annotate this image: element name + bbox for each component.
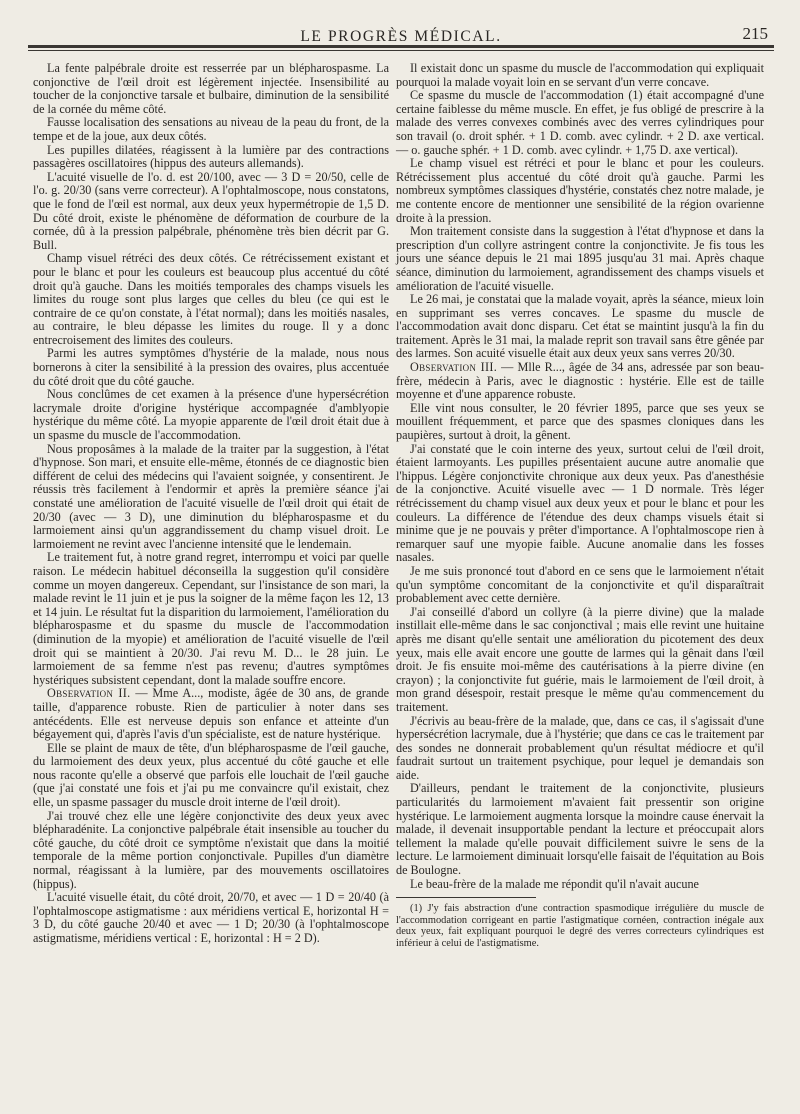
observation-iii-text: — Mlle R..., âgée de 34 ans, adressée par son beau-frère, médecin à Paris, avec le diagnostic : hystérie. Elle est de taille moyenne et d'une apparence robuste. (396, 360, 764, 402)
journal-title: LE PROGRÈS MÉDICAL. (300, 28, 502, 45)
header-rule-thick (28, 45, 774, 48)
paragraph: J'ai conseillé d'abord un collyre (à la pierre divine) que la malade instillait elle-même dans le sac conjonctival ; mais elle revint une huitaine après me disant qu'elle sentait une amélioration du picotement des deux yeux, mais elle avait encore une goutte de larmes qui la gênait dans l'œil droit. Je fis ensuite moi-même des cautérisations à la pierre divine (en crayon) ; la conjonctivite fut guérie, mais le larmoiement de l'œil droit, à mon grand désespoir, restait presque le même qu'au commencement du traitement. (396, 604, 764, 714)
observation-iii-label: Observation III. (410, 360, 498, 375)
right-column (396, 62, 764, 950)
footnote: (1) J'y fais abstraction d'une contraction spasmodique irrégulière du muscle de l'accommodation corrigeant en partie l'astigmatique cornéen, contraction inégale aux deux yeux, fait expliquant pourquoi le degré des verres correcteurs cylindriques est inférieur à celui de l'astigmatisme. (396, 903, 764, 949)
paragraph: J'ai constaté que le coin interne des yeux, surtout celui de l'œil droit, étaient larmoyants. Les pupilles présentaient aucune autre anomalie que l'hippus. Légère conjonctivite chronique aux deux yeux. Pas d'anesthésie de la conjonctive. Acuité visuelle avec — 1 D normale. Très léger rétrécissement du champ visuel aux deux yeux et pour le blanc et pour les couleurs. La différence de l'étendue des deux champs visuels était si minime que je ne pouvais y prêter d'importance. A l'ophtalmoscope rien à remarquer sauf une myopie faible. Aucune anomalie dans les fosses nasales. (396, 441, 764, 565)
page-header (28, 22, 774, 44)
paragraph: Parmi les autres symptômes d'hystérie de la malade, nous nous bornerons à citer la sensibilité à la pression des ovaires, plus accentuée du côté droit que du côté gauche. (33, 346, 389, 388)
paragraph: L'acuité visuelle de l'o. d. est 20/100, avec — 3 D = 20/50, celle de l'o. g. 20/30 (sans verre correcteur). A l'ophtalmoscope, nous constatons, que le fond de l'œil est normal, aux deux yeux hypermétropie de 1,5 D. Du côté droit, existe le phénomène de déformation de courbure de la cornée, dû à la pression palpébrale, phénomène très bien décrit par G. Bull. (33, 169, 389, 252)
paragraph: Le 26 mai, je constatai que la malade voyait, après la séance, mieux loin en supprimant ses verres concaves. Le spasme du muscle de l'accommodation avait donc disparu. Cet état se maintint jusqu'à la fin du traitement. Après le 31 mai, la malade reprit son travail sans être gênée par des larmes. Son acuité visuelle était aux deux yeux sans verres 20/30. (396, 292, 764, 361)
paragraph: J'ai trouvé chez elle une légère conjonctivite des deux yeux avec blépharadénite. La conjonctive palpébrale était insensible au toucher du côté gauche, du côté droit ce symptôme n'existait que dans la moitié temporale de la même portion conjonctivale. Pupilles d'un diamètre normal, réagissant à la lumière, par des mouvements oscillatoires (hippus). (33, 808, 389, 891)
paragraph: Le traitement fut, à notre grand regret, interrompu et voici par quelle raison. Le médecin habituel déconseilla la suggestion qu'il considère comme un moyen dangereux. Cependant, sur l'insistance de son mari, la malade revint le 11 juin et je pus la soigner de la même façon les 12, 13 et 14 juin. Le résultat fut la disparition du larmoiement, l'amélioration du blépharospasme et du spasme du muscle de l'accommodation (diminution de la myopie) et amélioration de l'acuité visuelle de l'œil droit qui se maintient à 20/30. J'ai revu M. D... le 28 juin. Le larmoiement de sa femme n'est pas revenu; d'autres symptômes hystériques subsistent cependant, dont la malade souffre encore. (33, 550, 389, 687)
paragraph: Ce spasme du muscle de l'accommodation (1) était accompagné d'une certaine faiblesse du même muscle. En effet, je fus obligé de prescrire à la malade des verres convexes combinés avec des verres cylindriques pour son travail (o. droit sphér. + 1 D. comb. avec cylindr. + 2 D. axe vertical. — o. gauche sphér. + 1 D. comb. avec cylindr. + 1,75 D. axe vertical). (396, 88, 764, 157)
paragraph: Nous proposâmes à la malade de la traiter par la suggestion, à l'état d'hypnose. Son mari, et ensuite elle-même, étonnés de ce diagnostic bien différent de celui des médecins qui l'avaient soignée, y consentirent. Je réussis très facilement à l'endormir et après la première séance j'ai constaté une amélioration de l'acuité visuelle de l'œil droit qui était de 20/30 (avec — 3 D), une diminution du blépharospasme et du larmoiement ainsi qu'un aggrandissement du champ visuel droit. Le larmoiement ne revint avec l'ancienne intensité que le lendemain. (33, 441, 389, 551)
paragraph: Champ visuel rétréci des deux côtés. Ce rétrécissement existant et pour le blanc et pour les couleurs est beaucoup plus accentué du côté droit qu'à gauche. Dans les moitiés temporales des champs visuels les limites du rouge sont plus larges que celles du bleu (ce qui est le contraire de ce qu'on constate, à l'état normal); dans les moitiés nasales, au contraire, le bleu dépasse les limites du rouge. Il y a donc entrecroisement des limites des couleurs. (33, 251, 389, 347)
observation-ii-paragraph (33, 687, 389, 741)
footnote-rule (396, 897, 536, 898)
paragraph: Il existait donc un spasme du muscle de l'accommodation qui expliquait pourquoi la malade voyait loin en se servant d'un verre concave. (396, 61, 764, 89)
paragraph: Mon traitement consiste dans la suggestion à l'état d'hypnose et dans la prescription d'un collyre astringent contre la conjonctivite. Je fis tous les jours une séance depuis le 21 mai 1895 jusqu'au 31 mai. Après chaque séance, diminution du larmoiement, agrandissement des champs visuels et amélioration de l'acuité visuelle. (396, 224, 764, 293)
paragraph: Le beau-frère de la malade me répondit qu'il n'avait aucune (410, 876, 699, 891)
paragraph: Fausse localisation des sensations au niveau de la peau du front, de la tempe et de la joue, aux deux côtés. (33, 115, 389, 143)
paragraph: D'ailleurs, pendant le traitement de la conjonctivite, plusieurs particularités du larmoiement m'avaient fait pressentir son origine hystérique. Le larmoiement augmenta lorsque la moindre cause énervait la malade, il devenait insupportable pendant la lecture et préoccupait alors tellement la malade qu'elle pouvait difficilement suivre le sens de la lecture. Le larmoiement diminuait lorsqu'elle faisait de l'équitation au Bois de Boulogne. (396, 781, 764, 878)
paragraph: L'acuité visuelle était, du côté droit, 20/70, et avec — 1 D = 20/40 (à l'ophtalmoscope astigmatisme : aux méridiens vertical E, horizontal H = 3 D, du côté gauche 20/40 et avec — 1 D; 20/30 (à l'ophtalmoscope astigmatisme, méridiens vertical : E, horizontal : H = 2 D). (33, 890, 389, 945)
observation-ii-text: — Mme A..., modiste, âgée de 30 ans, de grande taille, d'apparence robuste. Rien de particulier à noter dans ses antécédents. Elle est nerveuse depuis son enfance et atteinte d'un bégayement qui, d'après l'avis d'un spécialiste, est de nature hystérique. (33, 686, 389, 742)
page-number: 215 (742, 24, 768, 43)
observation-iii-paragraph (396, 361, 764, 402)
observation-ii-label: Observation II. (47, 686, 131, 701)
paragraph: J'écrivis au beau-frère de la malade, que, dans ce cas, il s'agissait d'une hypersécrétion lacrymale, due à l'hystérie; que dans ce cas le traitement par des sondes ne donnerait probablement qu'un résultat médiocre et qu'il faudrait surtout un traitement psychique, pour lequel je demandais son aide. (396, 713, 764, 782)
paragraph: Les pupilles dilatées, réagissent à la lumière par des contractions passagères oscillatoires (hippus des auteurs allemands). (33, 142, 389, 171)
left-column (33, 62, 389, 946)
paragraph: Elle vint nous consulter, le 20 février 1895, parce que ses yeux se mouillent fréquemment, et parce que des spasmes cloniques dans les paupières, surtout à droit, la gênent. (396, 400, 764, 443)
paragraph: Elle se plaint de maux de tête, d'un blépharospasme de l'œil gauche, du larmoiement des deux yeux, plus accentué du côté gauche et elle nous raconte qu'elle a observé que parfois elle louchait de l'œil gauche (que j'ai constaté une fois et j'ai pu me convaincre qu'il existait, chez elle, un spasme passager du muscle droit interne de l'œil droit). (33, 740, 389, 810)
header-rule-thin (28, 50, 774, 51)
paragraph: Le champ visuel est rétréci et pour le blanc et pour les couleurs. Rétrécissement plus accentué du côté droit qu'à gauche. Parmi les nombreux symptômes classiques d'hystérie, constatés chez notre malade, je me contente encore de mentionner une sensibilité de la région ovarienne droite à la pression. (396, 156, 764, 225)
paragraph: Je me suis prononcé tout d'abord en ce sens que le larmoiement n'était qu'un symptôme concomitant de la conjonctivite et qu'il disparaîtrait probablement avec cette dernière. (396, 563, 764, 606)
paragraph: Nous conclûmes de cet examen à la présence d'une hypersécrétion lacrymale droite d'origine hystérique accompagnée d'amblyopie hystérique du même côté. La myopie apparente de l'œil droit était due à un spasme du muscle de l'accommodation. (33, 387, 389, 443)
paragraph: La fente palpébrale droite est resserrée par un blépharospasme. La conjonctive de l'œil droit est légèrement injectée. Insensibilité au toucher de la conjonctive tarsale et bulbaire, diminution de la sensibilité de la cornée du même côté. (33, 61, 389, 116)
